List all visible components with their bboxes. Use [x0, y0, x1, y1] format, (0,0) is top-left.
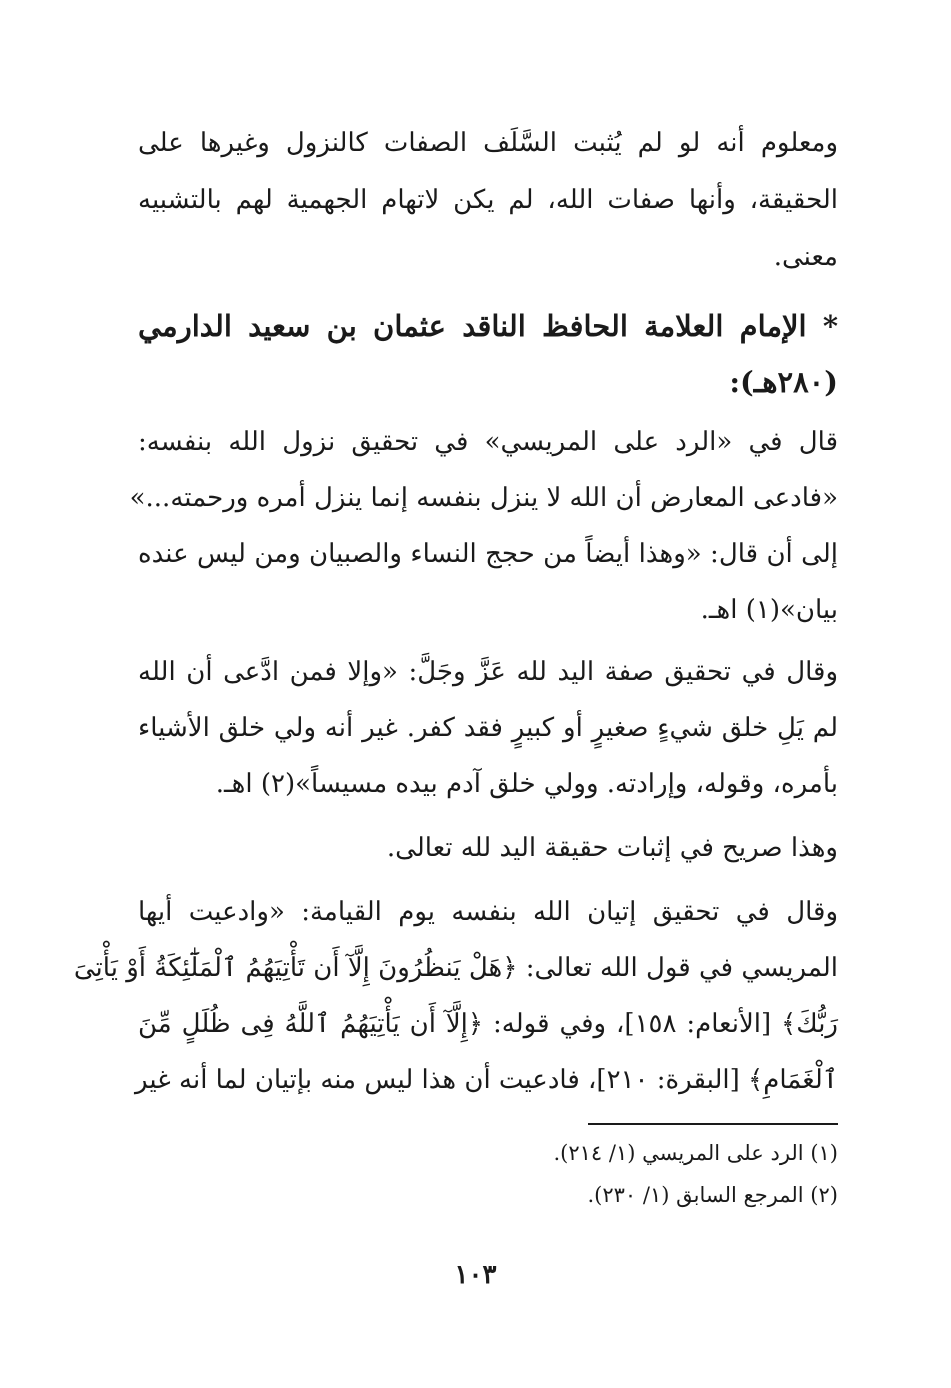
section-heading: * الإمام العلامة الحافظ الناقد عثمان بن سعيد الدارمي: [138, 309, 838, 343]
paragraph-line: وهذا صريح في إثبات حقيقة اليد لله تعالى.: [386, 833, 838, 863]
paragraph-line-quran: ٱلْغَمَامِ﴾ [البقرة: ٢١٠]، فادعيت أن هذا ليس منه بإتيان لما أنه غير: [134, 1065, 838, 1095]
paragraph-line: الحقيقة، وأنها صفات الله، لم يكن لاتهام الجهمية لهم بالتشبيه: [138, 185, 838, 215]
footnote-1: (١) الرد على المريسي (١/ ٢١٤).: [553, 1141, 838, 1165]
paragraph-line: معنى.: [773, 242, 838, 272]
footnote-2: (٢) المرجع السابق (١/ ٢٣٠).: [587, 1183, 838, 1207]
paragraph-line: وقال في تحقيق صفة اليد لله عَزَّ وجَلَّ: «وإلا فمن ادَّعى أن الله: [138, 657, 838, 687]
paragraph-line: ومعلوم أنه لو لم يُثبت السَّلَف الصفات كالنزول وغيرها على: [138, 128, 838, 158]
paragraph-line: لم يَلِ خلق شيءٍ صغيرٍ أو كبيرٍ فقد كفر. غير أنه ولي خلق الأشياء: [138, 713, 838, 743]
footnote-divider: [588, 1123, 838, 1125]
paragraph-line: «فادعى المعارض أن الله لا ينزل بنفسه إنما ينزل أمره ورحمته...»: [129, 483, 838, 513]
paragraph-line: إلى أن قال: «وهذا أيضاً من حجج النساء والصبيان ومن ليس عنده: [138, 539, 838, 569]
section-heading-date: (٢٨٠هـ):: [729, 365, 838, 399]
paragraph-line-quran: رَبُّكَ﴾ [الأنعام: ١٥٨]، وفي قوله: ﴿إِلَّآ أَن يَأْتِيَهُمُ ٱللَّهُ فِى ظُلَلٍ مِّنَ: [138, 1009, 838, 1039]
paragraph-line: وقال في تحقيق إتيان الله بنفسه يوم القيامة: «وادعيت أيها: [138, 897, 838, 927]
paragraph-line: بيان»(١) اهـ.: [700, 595, 838, 625]
paragraph-line: بأمره، وقوله، وإرادته. وولي خلق آدم بيده مسيساً»(٢) اهـ.: [215, 769, 838, 799]
page-number: ١٠٣: [454, 1260, 497, 1290]
paragraph-line: قال في «الرد على المريسي» في تحقيق نزول الله بنفسه:: [138, 427, 839, 457]
paragraph-line-quran: المريسي في قول الله تعالى: ﴿هَلْ يَنظُرُونَ إِلَّآ أَن تَأْتِيَهُمُ ٱلْمَلَٰٓئِكَةُ أَوْ يَأْتِىَ: [73, 953, 838, 983]
